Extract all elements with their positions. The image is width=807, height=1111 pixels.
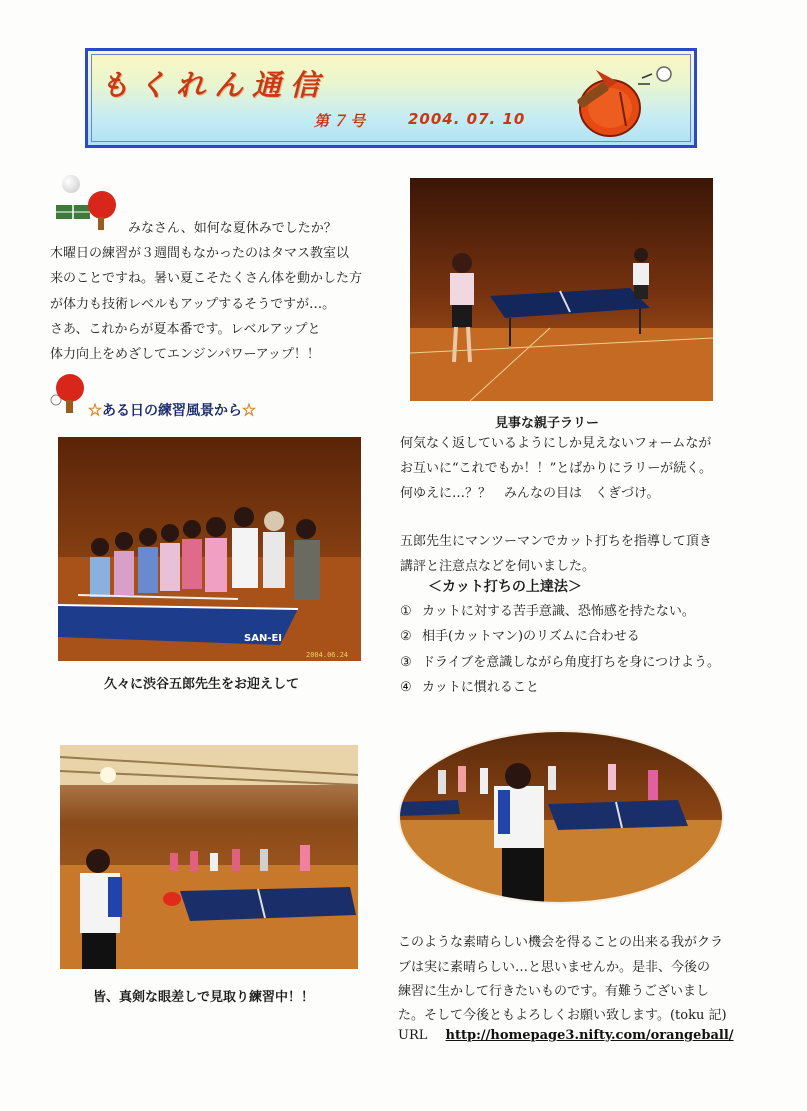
rally-text-line-1: 何気なく返しているようにしか見えないフォームなが (400, 436, 712, 451)
lesson-text-line-1: 五郎先生にマンツーマンでカット打ちを指導して頂き (400, 534, 712, 549)
tip-number: ④ (400, 680, 412, 695)
lesson-text-line-2: 講評と注意点などを伺いました。 (400, 559, 596, 574)
group-photo (58, 437, 361, 661)
paddle-icon (48, 372, 86, 414)
lesson-oval-photo (398, 730, 724, 904)
issue-date: 2004. 07. 10 (408, 110, 526, 128)
practice-photo (60, 745, 358, 969)
issue-number: 第７号 (314, 112, 369, 130)
url-label: URL (398, 1028, 428, 1043)
tip-text: カットに慣れること (422, 680, 539, 695)
table-tennis-table-icon (56, 189, 118, 231)
practice-caption: 皆、真剣な眼差しで見取り練習中！！ (93, 990, 315, 1005)
homepage-link[interactable]: http://homepage3.nifty.com/orangeball/ (445, 1028, 734, 1043)
paddle-ball-logo-icon (568, 60, 678, 142)
section-heading-text: ある日の練習風景から (102, 403, 242, 419)
intro-line-3: 来のことですね。暑い夏こそたくさん体を動かした方 (50, 271, 363, 286)
newsletter-title: もくれん通信 (100, 68, 329, 102)
table-brand-text: SAN-EI (244, 633, 283, 644)
tip-text: 相手(カットマン)のリズムに合わせる (422, 629, 640, 644)
closing-line-2: ブは実に素晴らしい…と思いませんか。是非、今後の (398, 960, 711, 975)
closing-line-3: 練習に生かして行きたいものです。有難うございまし (398, 984, 709, 999)
intro-line-2: 木曜日の練習が３週間もなかったのはタマス教室以 (50, 246, 350, 261)
url-row (398, 1028, 734, 1043)
intro-line-6: 体力向上をめざしてエンジンパワーアップ！！ (50, 347, 320, 362)
tip-item (400, 651, 720, 670)
intro-line-4: が体力も技術レベルもアップするそうですが…。 (50, 297, 336, 312)
tip-item (400, 676, 539, 695)
star-icon: ☆ (242, 403, 256, 419)
tip-text: ドライブを意識しながら角度打ちを身につけよう。 (422, 655, 720, 670)
tip-number: ① (400, 604, 412, 619)
tip-text: カットに対する苦手意識、恐怖感を持たない。 (422, 604, 695, 619)
section-heading (88, 400, 256, 420)
rally-text-line-2: お互いに“これでもか！！”とばかりにラリーが続く。 (400, 461, 713, 476)
closing-line-1: このような素晴らしい機会を得ることの出来る我がクラ (398, 935, 724, 950)
intro-line-1: みなさん、如何な夏休みでしたか？ (128, 221, 337, 236)
welcome-caption: 久々に渋谷五郎先生をお迎えして (104, 677, 300, 692)
tip-number: ② (400, 629, 412, 644)
tip-number: ③ (400, 655, 412, 670)
intro-line-5: さあ、これからが夏本番です。レベルアップと (50, 322, 321, 337)
rally-caption: 見事な親子ラリー (495, 416, 600, 431)
tip-item (400, 600, 695, 619)
method-title: ＜カット打ちの上達法＞ (428, 579, 582, 595)
photo-date-stamp: 2004.06.24 (306, 651, 349, 659)
star-icon: ☆ (88, 403, 102, 419)
rally-text-line-3: 何ゆえに…？？ みんなの目は くぎづけ。 (400, 486, 660, 501)
closing-line-4: た。そして今後ともよろしくお願い致します。(toku 記) (398, 1008, 727, 1023)
tip-item (400, 625, 640, 644)
rally-photo (410, 178, 713, 401)
